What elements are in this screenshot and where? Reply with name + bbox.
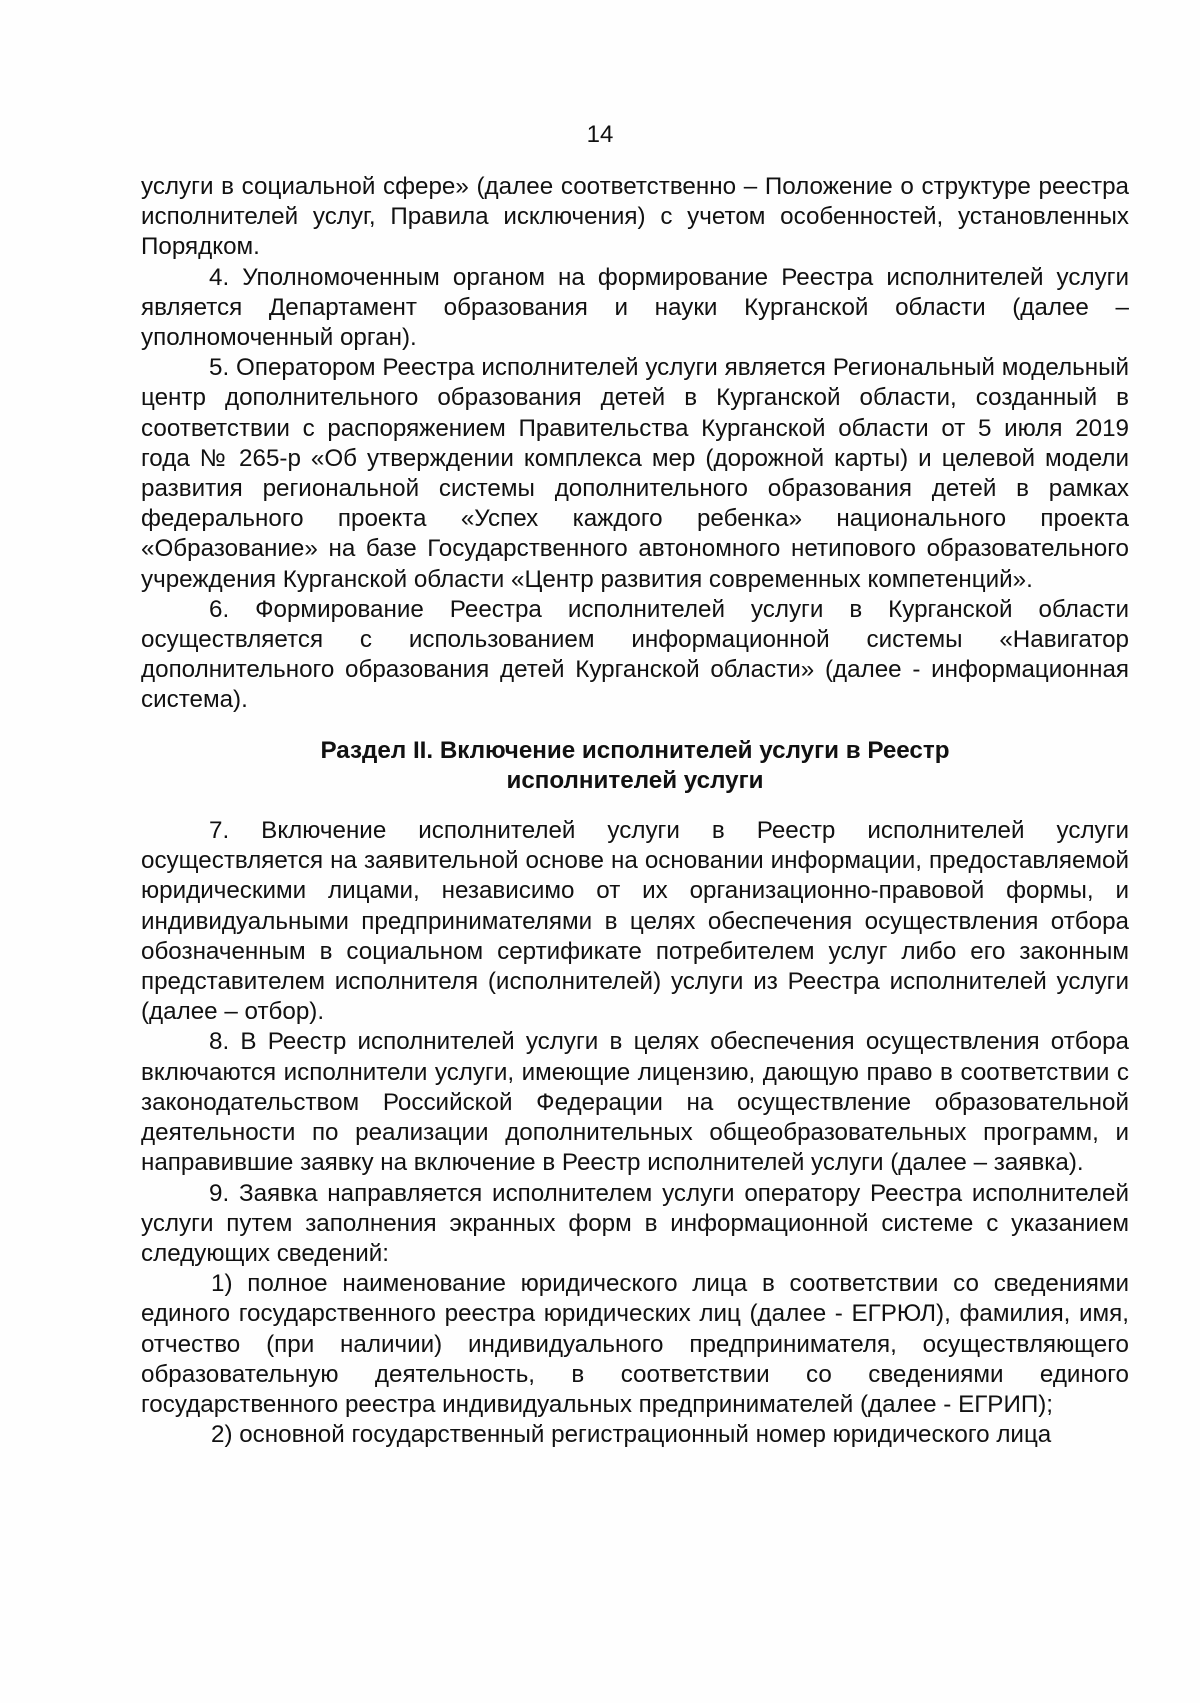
section-heading-line-1: Раздел II. Включение исполнителей услуги в Реестр: [320, 736, 950, 764]
section-heading: [141, 736, 1129, 796]
page-number: 14: [586, 121, 614, 148]
paragraph-5: 5. Оператором Реестра исполнителей услуги является Региональный модельный центр дополнительного образования детей в Курганской области, созданный в соответствии с распоряжением Правительства Курганской области от 5 июля 2019 года № 265-р «Об утверждении комплекса мер (дорожной карты) и целевой модели развития региональной системы дополнительного образования детей в рамках федерального проекта «Успех каждого ребенка» национального проекта «Образование» на базе Государственного автономного нетипового образовательного учреждения Курганской области «Центр развития современных компетенций».: [141, 354, 1129, 593]
subitem-2: 2) основной государственный регистрационный номер юридического лица: [211, 1421, 1052, 1449]
paragraph-8: 8. В Реестр исполнителей услуги в целях обеспечения осуществления отбора включаются исполнители услуги, имеющие лицензию, дающую право в соответствии с законодательством Российской Федерации на осуществление образовательной деятельности по реализации дополнительных общеобразовательных программ, и направившие заявку на включение в Реестр исполнителей услуги (далее – заявка).: [141, 1028, 1129, 1177]
section-heading-line-2: исполнителей услуги: [506, 766, 764, 794]
document-body: [141, 172, 1129, 1450]
paragraph-continuation: услуги в социальной сфере» (далее соответственно – Положение о структуре реестра исполнителей услуг, Правила исключения) с учетом особенностей, установленных Порядком.: [141, 173, 1129, 261]
paragraph-4: 4. Уполномоченным органом на формирование Реестра исполнителей услуги является Департамент образования и науки Курганской области (далее – уполномоченный орган).: [141, 263, 1129, 352]
paragraph-9: 9. Заявка направляется исполнителем услуги оператору Реестра исполнителей услуги путем заполнения экранных форм в информационной системе с указанием следующих сведений:: [141, 1179, 1129, 1267]
paragraph-6: 6. Формирование Реестра исполнителей услуги в Курганской области осуществляется с использованием информационной системы «Навигатор дополнительного образования детей Курганской области» (далее - информационная система).: [141, 595, 1129, 714]
paragraph-7: 7. Включение исполнителей услуги в Реестр исполнителей услуги осуществляется на заявительной основе на основании информации, предоставляемой юридическими лицами, независимо от их организационно-правовой формы, и индивидуальными предпринимателями в целях обеспечения осуществления отбора обозначенным в социальном сертификате потребителем услуг либо его законным представителем исполнителя (исполнителей) услуги из Реестра исполнителей услуги (далее – отбор).: [141, 817, 1129, 1026]
subitem-1: 1) полное наименование юридического лица в соответствии со сведениями единого государственного реестра юридических лиц (далее - ЕГРЮЛ), фамилия, имя, отчество (при наличии) индивидуального предпринимателя, осуществляющего образовательную деятельность, в соответствии со сведениями единого государственного реестра индивидуальных предпринимателей (далее - ЕГРИП);: [141, 1270, 1129, 1418]
